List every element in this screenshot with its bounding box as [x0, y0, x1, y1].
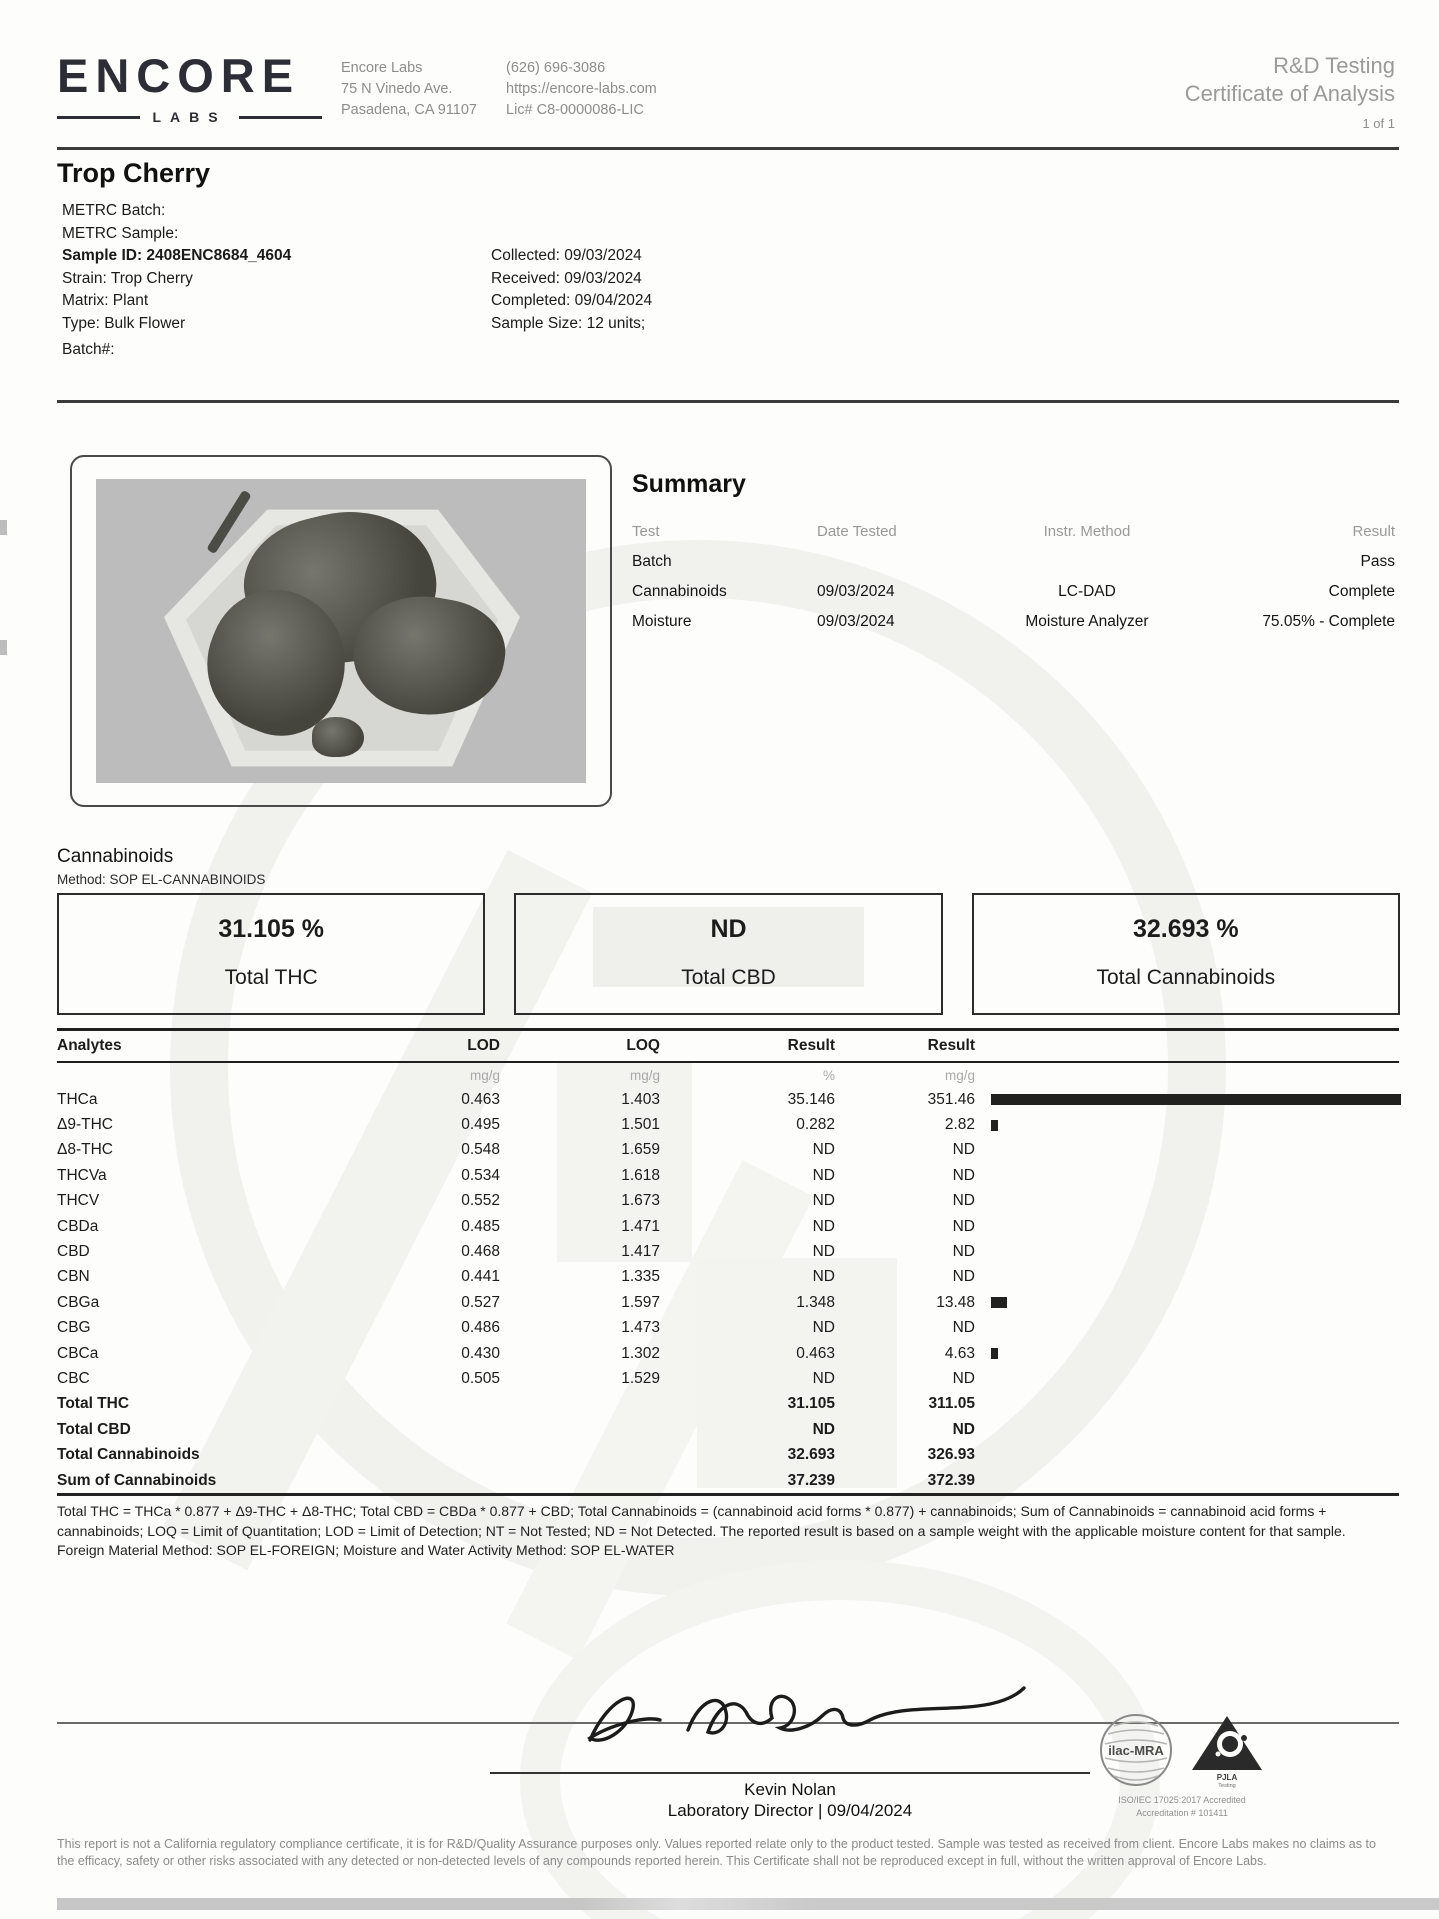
scan-edge-strip	[57, 1898, 1439, 1910]
total-cbd-value: ND	[710, 915, 747, 943]
analyte-name: THCV	[57, 1192, 100, 1210]
header-rule	[57, 147, 1399, 150]
accreditation-standard: ISO/IEC 17025:2017 Accredited	[1118, 1795, 1246, 1805]
summary-result: 75.05% - Complete	[1262, 613, 1395, 630]
analyte-row	[57, 1341, 1399, 1366]
signatory-title: Laboratory Director | 09/04/2024	[667, 1801, 913, 1820]
analyte-row	[57, 1468, 1399, 1493]
analyte-lod: 0.495	[461, 1116, 500, 1134]
sample-fields-left	[62, 200, 291, 362]
analyte-result-mgg: ND	[952, 1243, 975, 1261]
signature-graphic	[560, 1668, 1030, 1768]
accreditation-block	[1082, 1712, 1282, 1820]
field-metrc-sample: METRC Sample:	[62, 224, 179, 242]
analyte-loq: 1.302	[621, 1344, 660, 1362]
analyte-result-pct: ND	[812, 1141, 835, 1159]
analyte-name: Sum of Cannabinoids	[57, 1471, 217, 1489]
analyte-bar-cell	[975, 1297, 1399, 1308]
analytes-units-row	[57, 1063, 1399, 1087]
analyte-result-mgg: ND	[952, 1166, 975, 1184]
analyte-loq: 1.471	[621, 1217, 660, 1235]
unit-result-mgg: mg/g	[944, 1067, 975, 1083]
analyte-lod: 0.548	[461, 1141, 500, 1159]
analyte-result-mgg: ND	[952, 1268, 975, 1286]
analyte-loq: 1.529	[621, 1369, 660, 1387]
summary-method: Moisture Analyzer	[1025, 613, 1149, 630]
analyte-lod: 0.468	[461, 1243, 500, 1261]
analyte-result-pct: ND	[812, 1420, 835, 1438]
report-title: Certificate of Analysis	[1184, 81, 1395, 106]
analyte-result-mgg: ND	[952, 1319, 975, 1337]
analyte-lod: 0.505	[461, 1369, 500, 1387]
logo-bar-left	[57, 116, 140, 119]
result-bar	[991, 1297, 1007, 1308]
summary-table	[632, 515, 1395, 637]
analyte-name: THCVa	[57, 1166, 107, 1184]
summary-row-batch	[632, 547, 1395, 577]
encore-logo	[57, 49, 322, 125]
svg-text:ilac-MRA: ilac-MRA	[1108, 1743, 1164, 1758]
unit-result-pct: %	[822, 1067, 835, 1083]
analyte-result-mgg: 13.48	[936, 1293, 975, 1311]
analyte-name: Δ8-THC	[57, 1141, 113, 1159]
analyte-row	[57, 1189, 1399, 1214]
result-bar	[991, 1348, 998, 1359]
analyte-result-pct: 35.146	[787, 1090, 835, 1108]
page-indicator: 1 of 1	[1362, 116, 1395, 131]
analyte-result-mgg: ND	[952, 1217, 975, 1235]
logo-wordmark: ENCORE	[57, 49, 301, 102]
analyte-result-pct: 0.463	[796, 1344, 835, 1362]
col-lod: LOD	[467, 1037, 500, 1054]
contact-license: Lic# C8-0000086-LIC	[506, 102, 644, 118]
analyte-row	[57, 1392, 1399, 1417]
analyte-lod: 0.485	[461, 1217, 500, 1235]
lab-address	[341, 58, 477, 121]
analyte-bar-cell	[975, 1120, 1399, 1131]
analyte-lod: 0.527	[461, 1293, 500, 1311]
analyte-lod: 0.552	[461, 1192, 500, 1210]
lab-contact	[506, 58, 657, 121]
total-cbd-box	[514, 893, 942, 1015]
analyte-loq: 1.473	[621, 1319, 660, 1337]
unit-loq: mg/g	[629, 1067, 660, 1083]
analyte-result-mgg: 2.82	[944, 1116, 975, 1134]
total-cbd-label: Total CBD	[681, 966, 776, 989]
analyte-result-mgg: ND	[952, 1192, 975, 1210]
signatory-name: Kevin Nolan	[744, 1780, 836, 1799]
analytes-table-body	[57, 1087, 1399, 1496]
analyte-result-mgg: 4.63	[944, 1344, 975, 1362]
analyte-lod: 0.534	[461, 1166, 500, 1184]
analyte-result-pct: 32.693	[787, 1446, 835, 1464]
summary-result: Complete	[1328, 583, 1395, 600]
contact-phone: (626) 696-3086	[506, 60, 606, 76]
summary-test: Batch	[632, 553, 672, 570]
section-rule	[57, 400, 1399, 403]
col-result-mgg: Result	[927, 1037, 975, 1054]
summary-col-test: Test	[632, 522, 660, 540]
analyte-loq: 1.501	[621, 1116, 660, 1134]
field-type: Type: Bulk Flower	[62, 314, 186, 332]
analyte-name: CBDa	[57, 1217, 99, 1235]
field-metrc-batch: METRC Batch:	[62, 202, 166, 219]
analyte-result-pct: 31.105	[787, 1395, 835, 1413]
ilac-mra-icon	[1098, 1712, 1174, 1788]
analyte-result-pct: ND	[812, 1217, 835, 1235]
analyte-result-pct: ND	[812, 1268, 835, 1286]
analyte-row	[57, 1366, 1399, 1391]
report-type: R&D Testing	[1273, 53, 1395, 78]
analyte-result-pct: 37.239	[787, 1471, 835, 1489]
svg-text:PJLA: PJLA	[1216, 1773, 1238, 1782]
summary-method: LC-DAD	[1058, 583, 1116, 600]
analyte-bar-cell	[975, 1348, 1399, 1359]
analyte-row	[57, 1138, 1399, 1163]
signature-line	[490, 1772, 1090, 1774]
analyte-result-pct: ND	[812, 1319, 835, 1337]
logo-labs-text: LABS	[152, 109, 227, 125]
summary-title: Summary	[632, 470, 746, 498]
analyte-loq: 1.597	[621, 1293, 660, 1311]
analyte-row	[57, 1112, 1399, 1137]
analyte-result-pct: ND	[812, 1369, 835, 1387]
col-loq: LOQ	[626, 1037, 660, 1054]
summary-test: Cannabinoids	[632, 583, 727, 600]
analyte-result-mgg: 326.93	[927, 1446, 975, 1464]
analyte-lod: 0.463	[461, 1090, 500, 1108]
analytes-table	[57, 1028, 1399, 1496]
summary-col-method: Instr. Method	[1043, 522, 1131, 540]
field-received: Received: 09/03/2024	[491, 269, 642, 287]
result-bar	[991, 1120, 998, 1131]
analyte-name: CBD	[57, 1243, 90, 1261]
analyte-name: Δ9-THC	[57, 1116, 113, 1134]
analyte-result-pct: 0.282	[796, 1116, 835, 1134]
total-thc-value: 31.105 %	[218, 915, 324, 943]
analyte-name: CBCa	[57, 1344, 99, 1362]
analyte-lod: 0.430	[461, 1344, 500, 1362]
totals-boxes	[57, 893, 1400, 1015]
total-cannabinoids-box	[972, 893, 1400, 1015]
summary-row-moisture	[632, 607, 1395, 637]
footer-disclaimer: This report is not a California regulatory compliance certificate, it is for R&D/Quality Assurance purposes only. Values reported relate only to the product tested. Sample was tested as received from client. Encore Labs makes no claims as to the efficacy, safety or other risks associated with any detected or non-detected levels of any compounds reported herein. This Certificate shall not be reproduced except in full, without the written approval of Encore Labs.	[57, 1837, 1376, 1868]
cannabis-bud	[312, 717, 364, 757]
total-thc-box	[57, 893, 485, 1015]
scan-edge-mark	[0, 640, 7, 655]
analyte-loq: 1.417	[621, 1243, 660, 1261]
analyte-name: CBG	[57, 1319, 91, 1337]
analyte-loq: 1.659	[621, 1141, 660, 1159]
field-batch-number: Batch#:	[62, 341, 115, 358]
sample-name: Trop Cherry	[57, 158, 211, 188]
cannabinoids-title: Cannabinoids	[57, 846, 174, 867]
total-thc-label: Total THC	[224, 966, 318, 989]
field-sample-id: Sample ID: 2408ENC8684_4604	[62, 247, 292, 264]
analyte-result-pct: 1.348	[796, 1293, 835, 1311]
logo-labs-row	[57, 109, 322, 125]
analyte-loq: 1.403	[621, 1090, 660, 1108]
analyte-result-mgg: 311.05	[928, 1395, 975, 1413]
analyte-row	[57, 1214, 1399, 1239]
sample-photo	[70, 455, 612, 807]
scan-edge-mark	[0, 520, 7, 535]
analyte-row	[57, 1265, 1399, 1290]
report-type-block	[900, 52, 1395, 131]
analyte-result-mgg: 351.46	[927, 1090, 975, 1108]
field-collected: Collected: 09/03/2024	[491, 247, 642, 264]
sample-photo-image	[96, 479, 586, 783]
logo-bar-right	[239, 116, 322, 119]
summary-date: 09/03/2024	[817, 613, 895, 630]
result-bar	[991, 1094, 1401, 1105]
address-line: 75 N Vinedo Ave.	[341, 81, 453, 97]
analytes-header-row	[57, 1028, 1399, 1063]
analyte-name: CBN	[57, 1268, 90, 1286]
summary-date: 09/03/2024	[817, 583, 895, 600]
summary-test: Moisture	[632, 613, 692, 630]
summary-col-date: Date Tested	[817, 522, 897, 540]
analyte-row	[57, 1290, 1399, 1315]
analyte-name: Total THC	[57, 1395, 130, 1413]
analyte-name: Total CBD	[57, 1420, 131, 1438]
analyte-row	[57, 1163, 1399, 1188]
analyte-name: Total Cannabinoids	[57, 1446, 200, 1464]
field-strain: Strain: Trop Cherry	[62, 269, 193, 287]
col-result-pct: Result	[787, 1037, 835, 1054]
analyte-result-mgg: 372.39	[927, 1471, 975, 1489]
field-sample-size: Sample Size: 12 units;	[491, 314, 646, 332]
analyte-row	[57, 1316, 1399, 1341]
analyte-lod: 0.486	[461, 1319, 500, 1337]
analyte-result-mgg: ND	[952, 1369, 975, 1387]
analyte-row	[57, 1442, 1399, 1467]
field-matrix: Matrix: Plant	[62, 292, 149, 309]
table-footnote: Total THC = THCa * 0.877 + Δ9-THC + Δ8-THC; Total CBD = CBDa * 0.877 + CBD; Total Cannabinoids = (cannabinoid acid forms * 0.877) + cannabinoids; Sum of Cannabinoids = cannabinoid acid forms + cannabinoids; LOQ = Limit of Quantitation; LOD = Limit of Detection; NT = Not Tested; ND = Not Detected. The reported result is based on a sample weight with the applicable moisture content for that sample. Foreign Material Method: SOP EL-FOREIGN; Moisture and Water Activity Method: SOP EL-WATER	[57, 1503, 1346, 1558]
sample-fields-right	[491, 245, 652, 335]
analyte-loq: 1.673	[621, 1192, 660, 1210]
analyte-loq: 1.618	[621, 1166, 660, 1184]
accreditation-number: Accreditation # 101411	[1136, 1808, 1228, 1818]
analyte-lod: 0.441	[461, 1268, 500, 1286]
analyte-bar-cell	[975, 1094, 1401, 1105]
total-cannabinoids-value: 32.693 %	[1133, 915, 1239, 943]
analyte-name: CBGa	[57, 1293, 100, 1311]
analyte-row	[57, 1417, 1399, 1442]
analyte-loq: 1.335	[621, 1268, 660, 1286]
field-completed: Completed: 09/04/2024	[491, 292, 653, 309]
summary-row-cannabinoids	[632, 577, 1395, 607]
address-line: Encore Labs	[341, 60, 423, 76]
unit-lod: mg/g	[469, 1067, 500, 1083]
analyte-result-mgg: ND	[952, 1420, 975, 1438]
analyte-result-pct: ND	[812, 1243, 835, 1261]
address-line: Pasadena, CA 91107	[341, 102, 477, 118]
summary-header-row	[632, 515, 1395, 547]
summary-col-result: Result	[1352, 522, 1395, 540]
analyte-name: CBC	[57, 1369, 90, 1387]
analyte-row	[57, 1087, 1399, 1112]
col-analytes: Analytes	[57, 1037, 122, 1054]
summary-result: Pass	[1360, 553, 1395, 570]
total-cannabinoids-label: Total Cannabinoids	[1096, 966, 1276, 989]
analyte-name: THCa	[57, 1090, 98, 1108]
analyte-result-pct: ND	[812, 1166, 835, 1184]
cannabinoids-method: Method: SOP EL-CANNABINOIDS	[57, 872, 266, 887]
contact-url: https://encore-labs.com	[506, 81, 657, 97]
analyte-result-mgg: ND	[952, 1141, 975, 1159]
pjla-icon	[1188, 1712, 1266, 1788]
analyte-row	[57, 1239, 1399, 1264]
svg-text:Testing: Testing	[1218, 1783, 1236, 1788]
analyte-result-pct: ND	[812, 1192, 835, 1210]
